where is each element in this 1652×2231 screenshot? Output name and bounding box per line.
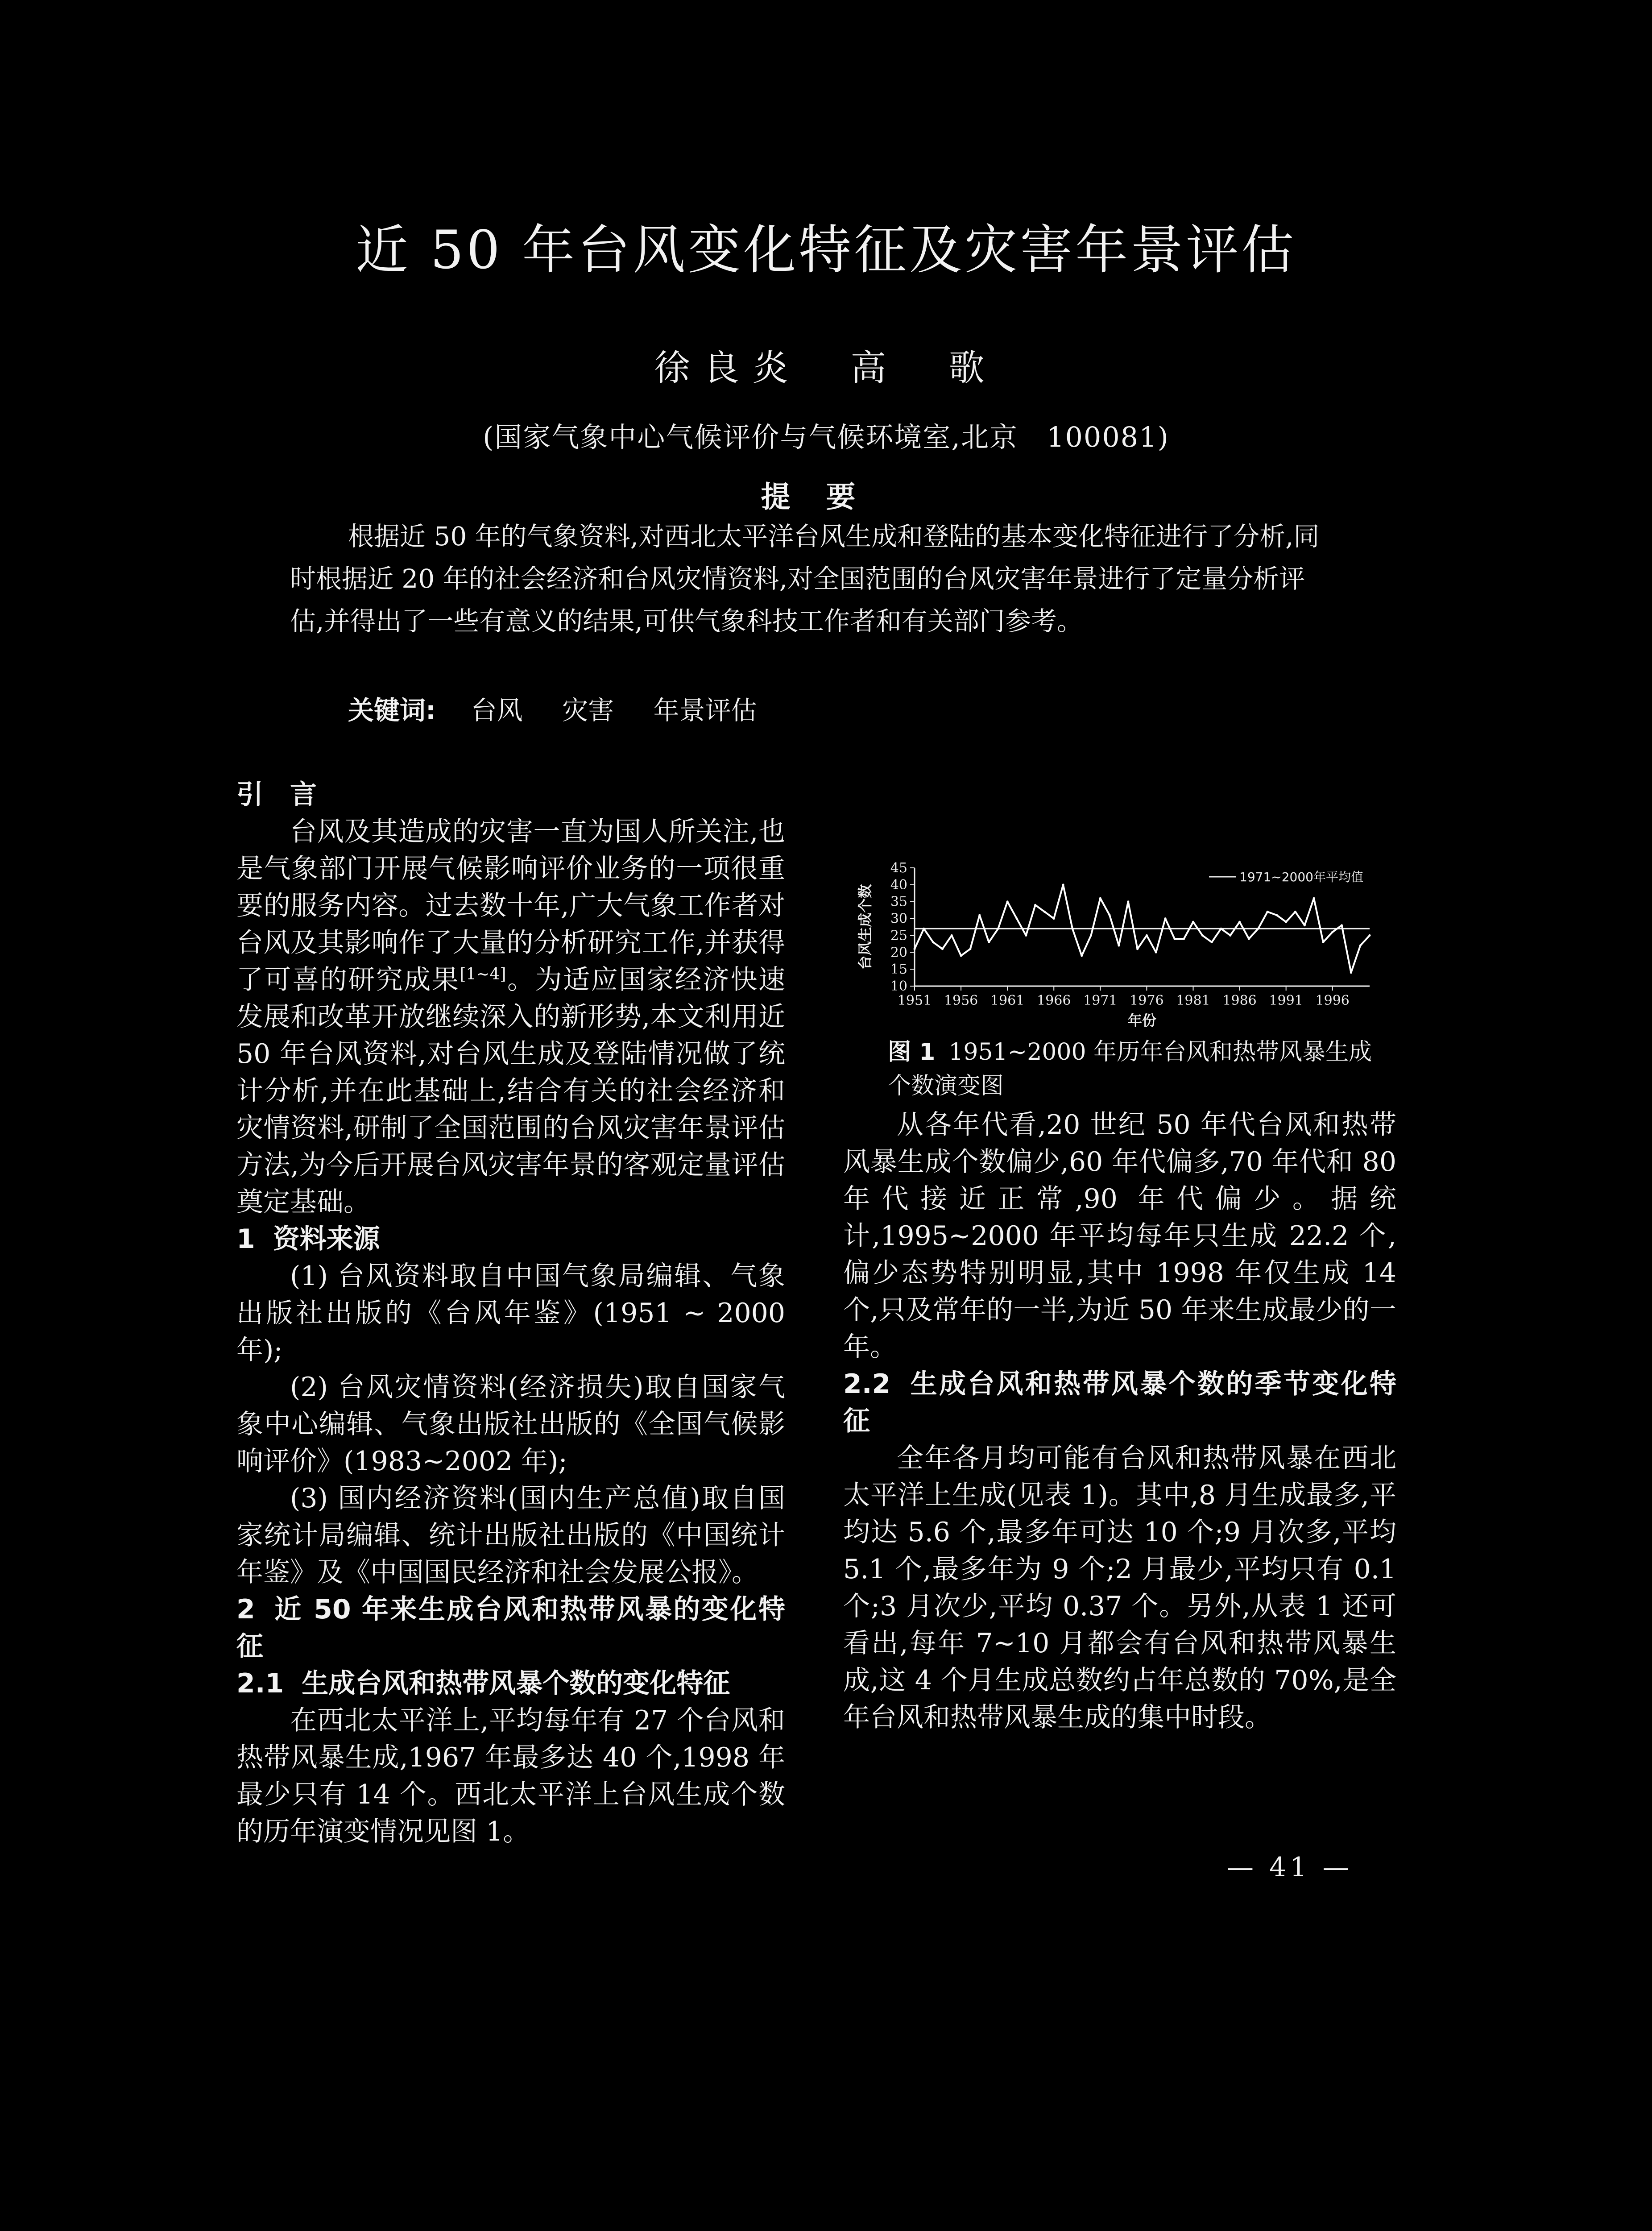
data-point [1127,900,1129,903]
data-point [1034,904,1036,906]
y-tick-label: 45 [890,861,907,876]
y-tick-label: 10 [890,979,907,994]
data-point [932,941,934,943]
data-point [1248,938,1250,940]
data-point [1304,924,1306,926]
data-point [1053,917,1055,920]
data-point [941,948,944,950]
data-point [1322,941,1324,943]
data-source-item: (3) 国内经济资料(国内生产总值)取自国家统计局编辑、统计出版社出版的《中国统计年鉴》及《中国国民经济和社会发展公报》。 [236,1483,785,1588]
data-point [988,941,990,943]
data-point [1173,938,1176,940]
typhoon-count-chart [843,861,1396,1035]
x-tick-label: 1991 [1269,993,1303,1008]
x-tick-label: 1951 [897,993,932,1008]
x-tick-label: 1971 [1083,993,1118,1008]
keywords-label: 关键词: [348,695,436,726]
right-column [843,1107,1396,1736]
keyword-item: 灾害 [562,695,614,726]
section-2-heading: 2 近 50 年来生成台风和热带风暴的变化特征 [236,1594,785,1662]
data-point [1257,928,1259,930]
y-tick-label: 25 [890,928,907,944]
legend-label: 1971~2000年平均值 [1239,870,1363,884]
data-point [1285,921,1287,923]
keyword-item: 年景评估 [653,695,757,726]
abstract-text: 根据近 50 年的气象资料,对西北太平洋台风生成和登陆的基本变化特征进行了分析,同时根据近 20 年的社会经济和台风灾情资料,对全国范围的台风灾害年景进行了定量分析评估,并得出了一些有意义的结果,可供气象科技工作者和有关部门参考。 [290,521,1320,636]
page-number: — 41 — [1227,1852,1353,1883]
data-point [1238,921,1241,923]
data-point [1025,934,1027,937]
section-2-1-paragraph-2: 从各年代看,20 世纪 50 年代台风和热带风暴生成个数偏少,60 年代偏多,70 年代和 80 年代接近正常,90 年代偏少。据统计,1995~2000 年平均每年只生成 22.2 个,偏少态势特别明显,其中 1998 年仅生成 14 个,只及常年的一半,为近 50 年来生成最少的一年。 [843,1109,1396,1363]
data-point [923,928,925,930]
x-tick-label: 1986 [1222,993,1257,1008]
data-point [1341,924,1343,926]
x-axis-label: 年份 [1127,1012,1157,1029]
data-source-item: (2) 台风灾情资料(经济损失)取自国家气象中心编辑、气象出版社出版的《全国气候影响评价》(1983~2002 年); [236,1372,785,1477]
figure-caption-text: 1951~2000 年历年台风和热带风暴生成个数演变图 [888,1039,1372,1099]
data-point [914,948,916,950]
x-tick-label: 1996 [1315,993,1350,1008]
y-tick-label: 20 [890,945,907,961]
data-point [1118,945,1120,947]
data-point [1081,954,1083,957]
data-point [1192,921,1194,923]
figure-label: 图 1 [888,1039,936,1066]
x-tick-label: 1981 [1176,993,1210,1008]
data-point [1220,928,1222,930]
left-column [236,776,785,1850]
data-point [1043,911,1046,913]
data-point [1099,897,1101,900]
section-1-heading: 1 资料来源 [236,1223,380,1255]
data-point [1275,914,1278,916]
y-axis-label: 台风生成个数 [857,884,874,970]
data-point [1331,931,1333,933]
data-point [1294,911,1296,913]
data-point [1313,897,1315,900]
x-tick-label: 1976 [1130,993,1164,1008]
intro-paragraph: 台风及其造成的灾害一直为国人所关注,也是气象部门开展气候影响评价业务的一项很重要的服务内容。过去数十年,广大气象工作者对台风及其影响作了大量的分析研究工作,并获得了可喜的研究成果[1~4]。为适应国家经济快速发展和改革开放继续深入的新形势,本文利用近 50 年台风资料,对台风生成及登陆情况做了统计分析,并在此基础上,结合有关的社会经济和灾情资料,研制了全国范围的台风灾害年景评估方法,为今后开展台风灾害年景的客观定量评估奠定基础。 [236,816,786,1218]
data-point [1071,928,1073,930]
data-point [1109,914,1111,916]
data-point [1201,934,1204,937]
data-point [1062,883,1064,886]
y-tick-label: 35 [890,894,907,910]
x-tick-label: 1961 [990,993,1025,1008]
section-2-2-paragraph: 全年各月均可能有台风和热带风暴在西北太平洋上生成(见表 1)。其中,8 月生成最多,平均达 5.6 个,最多年可达 10 个;9 月次多,平均 5.1 个,最多年为 9 个;2 月最少,平均只有 0.1 个;3 月次少,平均 0.37 个。另外,从表 1 还可看出,每年 7~10 月都会有台风和热带风暴生成,这 4 个月生成总数约占年总数的 70%,是全年台风和热带风暴生成的集中时段。 [843,1443,1396,1733]
section-2-2-heading: 2.2 生成台风和热带风暴个数的季节变化特征 [843,1368,1396,1437]
data-source-item: (1) 台风资料取自中国气象局编辑、气象出版社出版的《台风年鉴》(1951 ~ 2000 年); [236,1261,785,1366]
data-point [1006,900,1009,903]
data-point [1211,941,1213,943]
abstract-heading: 提要 [761,480,891,514]
data-point [1090,934,1092,937]
data-point [960,954,962,957]
data-point [978,914,981,916]
data-point [1155,951,1157,954]
data-point [1136,948,1139,950]
data-point [951,934,953,937]
keyword-item: 台风 [471,695,523,726]
affiliation: (国家气象中心气候评价与气候环境室,北京 100081) [483,421,1169,453]
page-title: 近 50 年台风变化特征及灾害年景评估 [355,219,1297,281]
authors: 徐良炎 高 歌 [654,347,998,389]
x-tick-label: 1966 [1037,993,1071,1008]
keywords [348,689,788,727]
data-point [1229,934,1231,937]
figure-1 [843,861,1396,1035]
data-point [1267,911,1269,913]
data-point [997,928,999,930]
section-2-1-heading: 2.1 生成台风和热带风暴个数的变化特征 [236,1668,730,1699]
data-point [1146,934,1148,937]
citation-ref: [1~4] [460,965,506,983]
x-tick-label: 1956 [944,993,978,1008]
intro-heading: 引 言 [236,779,317,810]
y-tick-label: 15 [890,962,907,978]
figure-1-caption [888,1035,1379,1103]
data-point [969,948,971,950]
data-point [1350,971,1352,974]
data-point [1369,934,1371,937]
data-point [1183,938,1185,940]
y-tick-label: 40 [890,877,907,893]
y-tick-label: 30 [890,911,907,927]
data-point [1164,917,1167,920]
data-point [1015,917,1018,920]
data-point [1359,945,1362,947]
section-2-1-paragraph: 在西北太平洋上,平均每年有 27 个台风和热带风暴生成,1967 年最多达 40 个,1998 年最少只有 14 个。西北太平洋上台风生成个数的历年演变情况见图 1。 [236,1705,785,1847]
